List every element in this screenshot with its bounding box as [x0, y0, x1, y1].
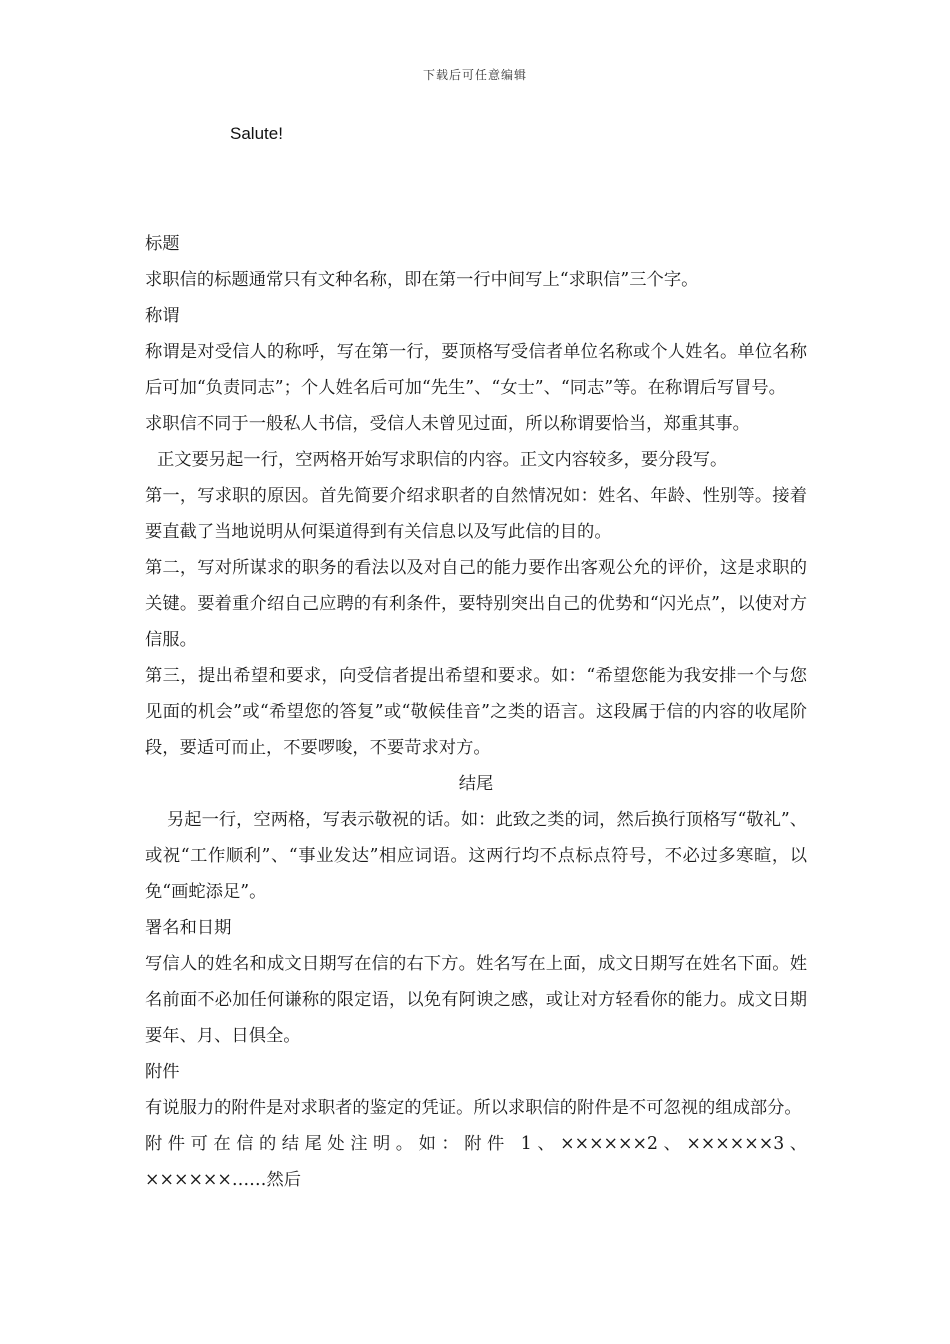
- paragraph-salutation-1: 称谓是对受信人的称呼，写在第一行，要顶格写受信者单位名称或个人姓名。单位名称后可加“负责同志”；个人姓名后可加“先生”、“女士”、“同志”等。在称谓后写冒号。: [145, 342, 807, 398]
- paragraph-title: 求职信的标题通常只有文种名称，即在第一行中间写上“求职信”三个字。: [145, 270, 699, 290]
- paragraph-body-third: 第三，提出希望和要求，向受信者提出希望和要求。如：“希望您能为我安排一个与您见面的机会”或“希望您的答复”或“敬候佳音”之类的语言。这段属于信的内容的收尾阶段，要适可而止，不要啰唆，不要苛求对方。: [145, 666, 807, 758]
- section-heading-title: 标题: [145, 234, 180, 254]
- document-body: [145, 226, 807, 1198]
- paragraph-attachment-2: 附件可在信的结尾处注明。如：附件 1、××××××2、××××××3、××××××……然后: [145, 1134, 807, 1190]
- paragraph-signature: 写信人的姓名和成文日期写在信的右下方。姓名写在上面，成文日期写在姓名下面。姓名前面不必加任何谦称的限定语，以免有阿谀之感，或让对方轻看你的能力。成文日期要年、月、日俱全。: [145, 954, 807, 1046]
- section-heading-attachment: 附件: [145, 1062, 180, 1082]
- paragraph-body-first: 第一，写求职的原因。首先简要介绍求职者的自然情况如：姓名、年龄、性别等。接着要直截了当地说明从何渠道得到有关信息以及写此信的目的。: [145, 486, 807, 542]
- paragraph-body-intro: 正文要另起一行，空两格开始写求职信的内容。正文内容较多，要分段写。: [157, 450, 728, 470]
- paragraph-salutation-2: 求职信不同于一般私人书信，受信人未曾见过面，所以称谓要恰当，郑重其事。: [145, 414, 750, 434]
- salute-text: Salute!: [230, 124, 283, 143]
- header-note: 下载后可任意编辑: [422, 68, 527, 82]
- paragraph-attachment-1: 有说服力的附件是对求职者的鉴定的凭证。所以求职信的附件是不可忽视的组成部分。: [145, 1098, 802, 1118]
- paragraph-closing: 另起一行，空两格，写表示敬祝的话。如：此致之类的词，然后换行顶格写“敬礼”、或祝“工作顺利”、“事业发达”相应词语。这两行均不点标点符号，不必过多寒暄，以免“画蛇添足”。: [145, 810, 807, 902]
- section-heading-closing: 结尾: [458, 774, 494, 794]
- section-heading-signature: 署名和日期: [145, 918, 232, 938]
- paragraph-body-second: 第二，写对所谋求的职务的看法以及对自己的能力要作出客观公允的评价，这是求职的关键。要着重介绍自己应聘的有利条件，要特别突出自己的优势和“闪光点”，以使对方信服。: [145, 558, 807, 650]
- section-heading-salutation: 称谓: [145, 306, 180, 326]
